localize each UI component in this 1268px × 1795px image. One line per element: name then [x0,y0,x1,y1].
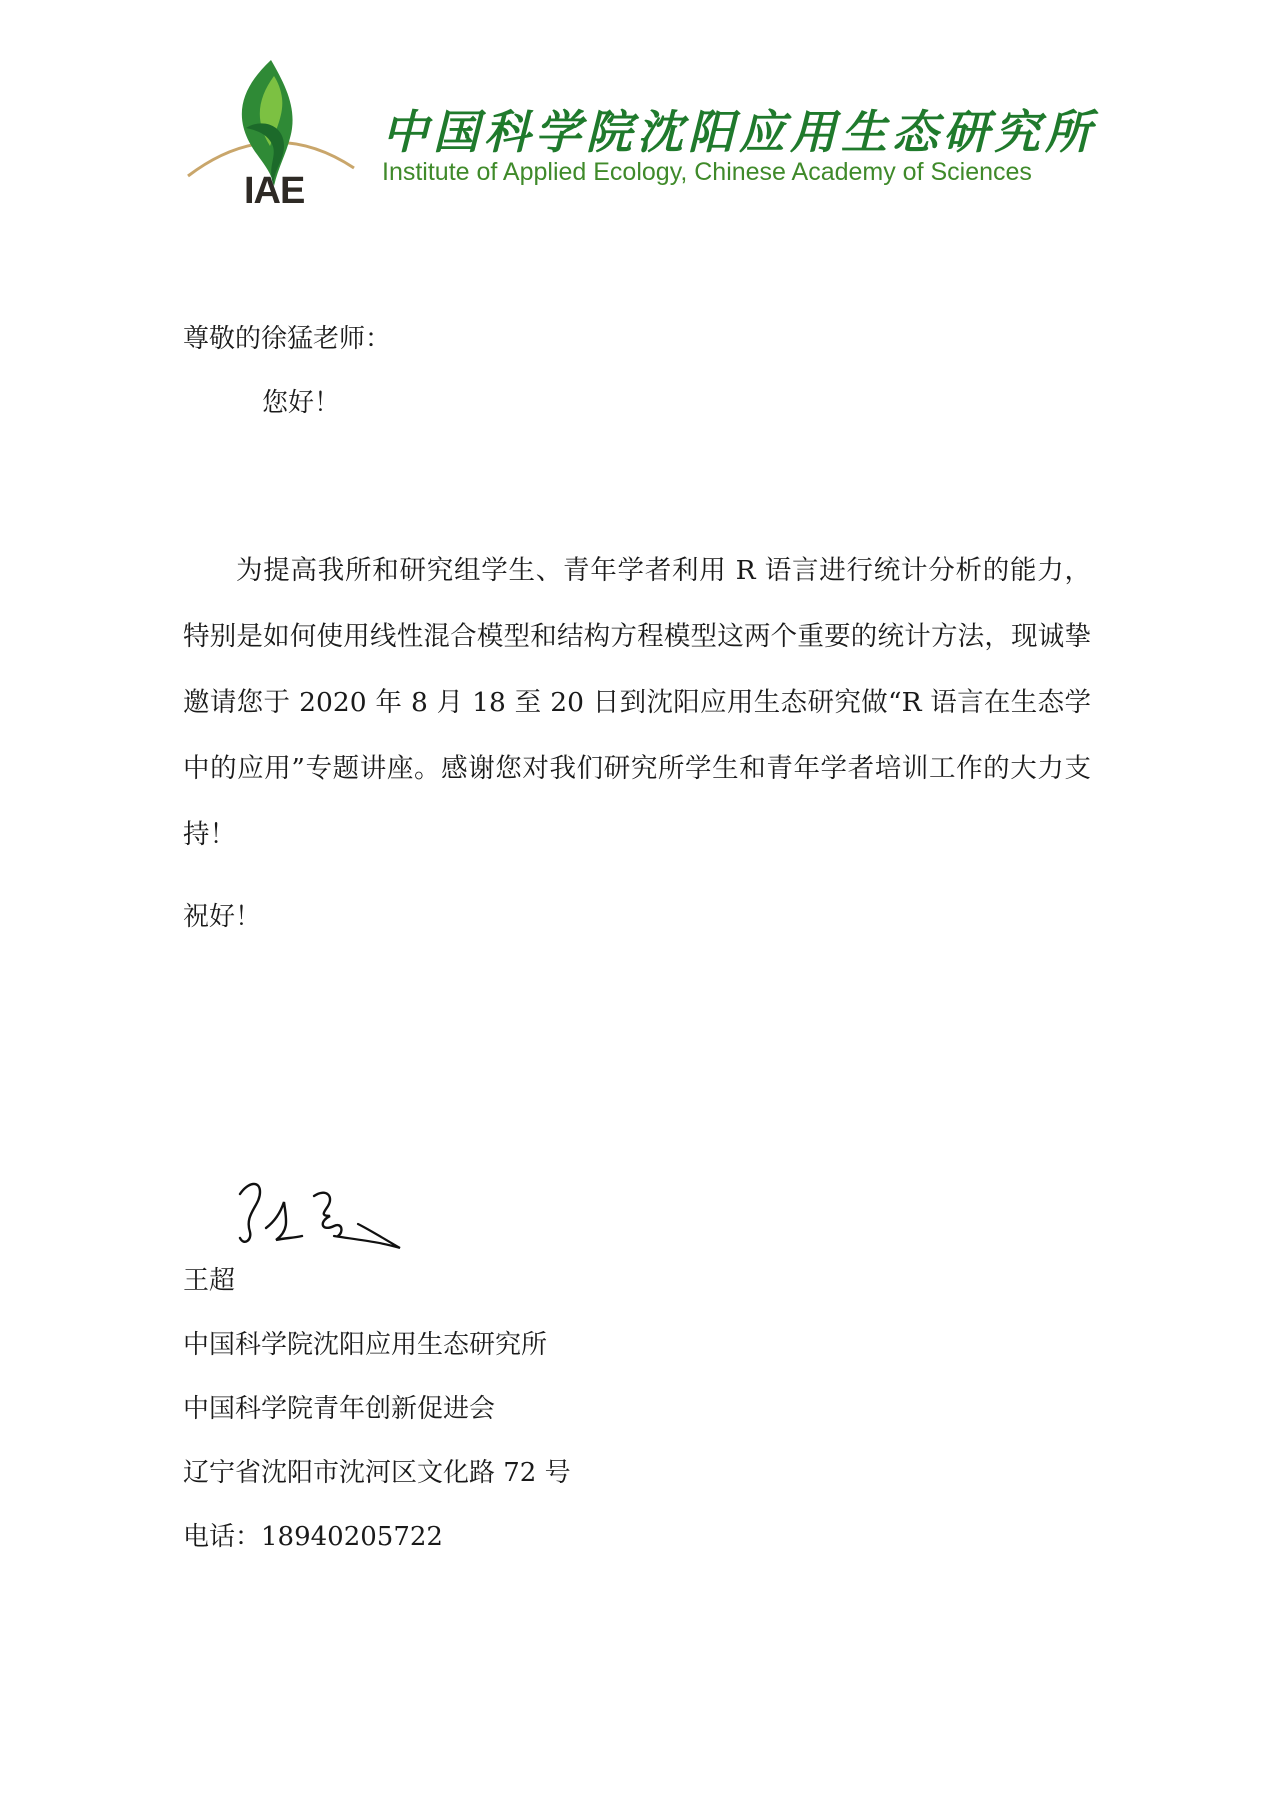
sender-org-2: 中国科学院青年创新促进会 [183,1394,496,1424]
sender-phone: 电话：18940205722 [183,1522,443,1552]
logo-abbreviation: IAE [244,170,305,212]
sender-name: 王超 [183,1266,236,1296]
closing: 祝好！ [183,902,262,932]
salutation: 尊敬的徐猛老师： [183,324,392,354]
handwritten-signature [230,1166,410,1256]
greeting: 您好！ [262,388,341,418]
sender-org-1: 中国科学院沈阳应用生态研究所 [183,1330,548,1360]
iae-logo [186,58,356,218]
org-name-english: Institute of Applied Ecology, Chinese Academy of Sciences [382,158,1032,186]
letterhead [186,58,1096,218]
letter-body-paragraph: 为提高我所和研究组学生、青年学者利用 R 语言进行统计分析的能力，特别是如何使用线性混合模型和结构方程模型这两个重要的统计方法，现诚挚邀请您于 2020 年 8 月 18 至 20 日到沈阳应用生态研究做“R 语言在生态学中的应用”专题讲座。感谢您对我们研究所学生和青年学者培训工作的大力支持！ [183,555,1091,850]
sender-address: 辽宁省沈阳市沈河区文化路 72 号 [183,1458,571,1488]
org-name-chinese: 中国科学院沈阳应用生态研究所 [382,105,1096,159]
